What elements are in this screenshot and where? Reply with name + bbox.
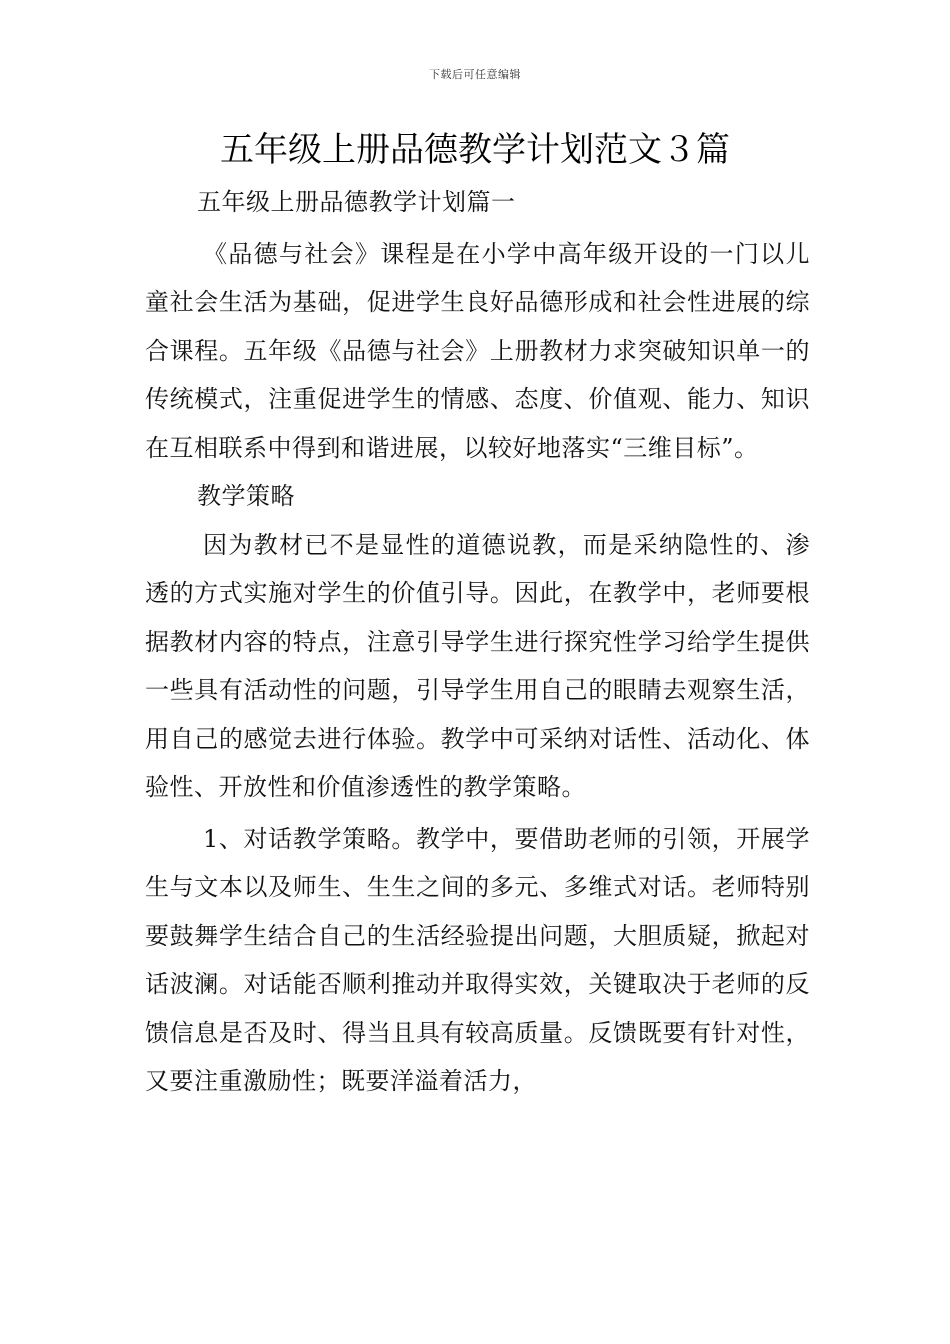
document-title: 五年级上册品德教学计划范文３篇 [220, 130, 730, 170]
header-note: 下载后可任意编辑 [429, 68, 521, 81]
section-heading: 五年级上册品德教学计划篇一 [197, 188, 516, 216]
dialogue-strategy-paragraph: 1、对话教学策略。教学中，要借助老师的引领，开展学生与文本以及师生、生生之间的多元、多维式对话。老师特别要鼓舞学生结合自己的生活经验提出问题，大胆质疑，掀起对话波澜。对话能否顺利推动并取得实效，关键取决于老师的反馈信息是否及时、得当且具有较高质量。反馈既要有针对性，又要注重激励性；既要洋溢着活力， [145, 824, 810, 1095]
strategy-heading: 教学策略 [197, 482, 295, 510]
document-body [145, 178, 810, 1106]
intro-paragraph: 《品德与社会》课程是在小学中高年级开设的一门以儿童社会生活为基础，促进学生良好品德形成和社会性进展的综合课程。五年级《品德与社会》上册教材力求突破知识单一的传统模式，注重促进学生的情感、态度、价值观、能力、知识在互相联系中得到和谐进展，以较好地落实“三维目标”。 [145, 239, 810, 462]
strategy-paragraph: 因为教材已不是显性的道德说教，而是采纳隐性的、渗透的方式实施对学生的价值引导。因此，在教学中，老师要根据教材内容的特点，注意引导学生进行探究性学习给学生提供一些具有活动性的问题，引导学生用自己的眼睛去观察生活，用自己的感觉去进行体验。教学中可采纳对话性、活动化、体验性、开放性和价值渗透性的教学策略。 [145, 530, 810, 801]
